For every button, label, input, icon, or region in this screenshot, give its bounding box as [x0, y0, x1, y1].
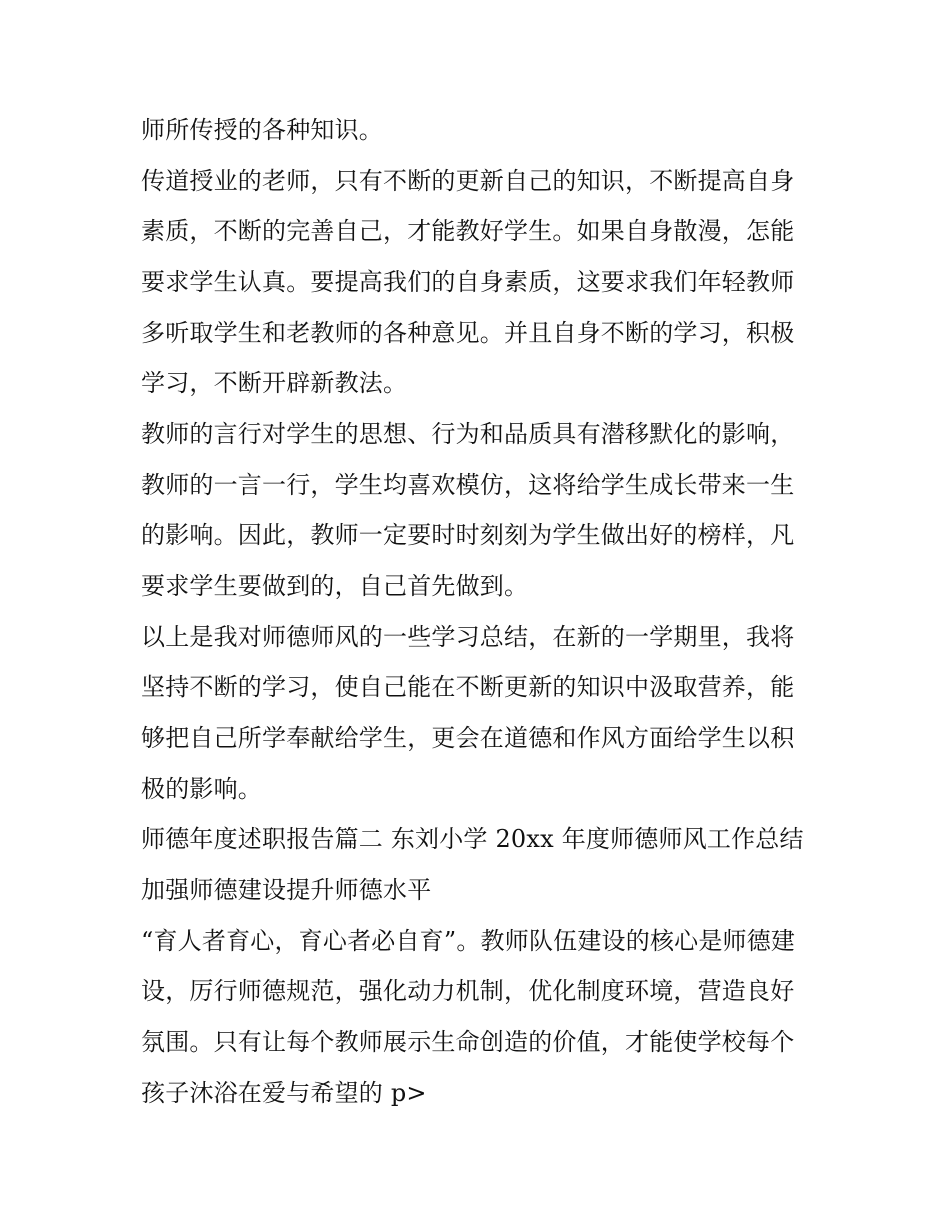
section-subheading: 加强师德建设提升师德水平 [141, 876, 432, 904]
text-line: 孩子沐浴在爱与希望的 p> [141, 1079, 427, 1107]
text-line: 极的影响。 [141, 775, 262, 803]
text-line: 坚持不断的学习，使自己能在不断更新的知识中汲取营养，能 [141, 673, 795, 701]
text-line: 设，厉行师德规范，强化动力机制，优化制度环境，营造良好 [141, 977, 795, 1005]
text-line: 要求学生要做到的，自己首先做到。 [141, 572, 529, 600]
text-line: 教师的言行对学生的思想、行为和品质具有潜移默化的影响， [141, 420, 795, 448]
text-line: 素质，不断的完善自己，才能教好学生。如果自身散漫，怎能 [141, 217, 795, 245]
text-line: 学习，不断开辟新教法。 [141, 369, 408, 397]
text-line: 教师的一言一行，学生均喜欢模仿，这将给学生成长带来一生 [141, 471, 795, 499]
text-line: 够把自己所学奉献给学生，更会在道德和作风方面给学生以积 [141, 724, 795, 752]
text-line: 以上是我对师德师风的一些学习总结，在新的一学期里，我将 [141, 623, 795, 651]
text-line: 传道授业的老师，只有不断的更新自己的知识，不断提高自身 [141, 167, 795, 195]
text-line: 的影响。因此，教师一定要时时刻刻为学生做出好的榜样，凡 [141, 521, 795, 549]
text-line: 师所传授的各种知识。 [141, 116, 383, 144]
section-heading: 师德年度述职报告篇二 东刘小学 20xx 年度师德师风工作总结 [141, 825, 804, 853]
text-line: 要求学生认真。要提高我们的自身素质，这要求我们年轻教师 [141, 268, 795, 296]
text-line: “育人者育心，育心者必自育”。教师队伍建设的核心是师德建 [141, 927, 796, 955]
text-line: 氛围。只有让每个教师展示生命创造的价值，才能使学校每个 [141, 1028, 795, 1056]
text-line: 多听取学生和老教师的各种意见。并且自身不断的学习，积极 [141, 319, 795, 347]
